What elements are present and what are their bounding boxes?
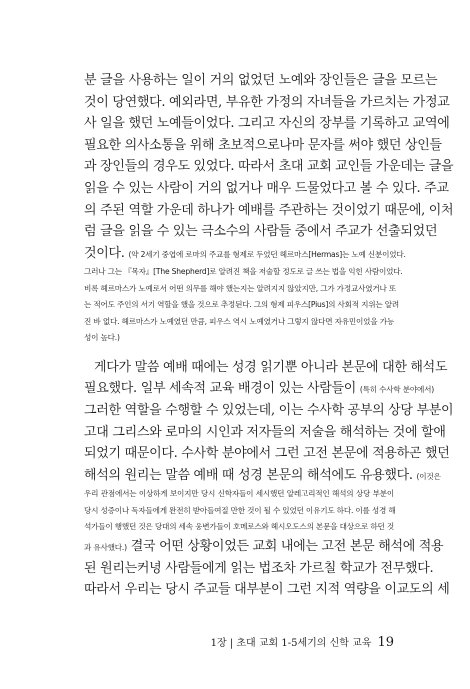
note-line: 비록 헤르마스가 노예로서 어떤 의무를 해야 했는지는 알려지지 않았지만, 그가 가정교사였거나 또 bbox=[84, 283, 396, 293]
text-line: 의 주된 역할 가운데 하나가 예배를 주관하는 것이었기 때문에, 이처 bbox=[84, 202, 454, 218]
text-line: 그러한 역할을 수행할 수 있었는데, 이는 수사학 공부의 상당 부분이 bbox=[84, 403, 454, 419]
text-line: 분 글을 사용하는 일이 거의 없었던 노예와 장인들은 글을 모르는 bbox=[84, 73, 438, 88]
note-line: 그러나 그는 『목자』[The Shepherd]로 알려진 책을 저술할 정도로 글 쓰는 법을 익힌 사람이었다. bbox=[84, 267, 403, 277]
text-line: 럼 글을 읽을 수 있는 극소수의 사람들 중에서 주교가 선출되었던 bbox=[84, 224, 438, 240]
running-head: 1장 | 초대 교회 1-5세기의 신학 교육 bbox=[210, 638, 372, 649]
note-line: 는 적어도 주인의 서기 역할을 했을 것으로 추정된다. 그의 형제 피우스[Pius]의 사회적 지위는 알려 bbox=[84, 300, 400, 310]
note-line: 우리 관점에서는 이상하게 보이지만 당시 신학자들이 세시했던 알레고리적인 해석의 상당 부분이 bbox=[84, 489, 394, 499]
text-line: 읽을 수 있는 사람이 거의 없거나 매우 드물었다고 볼 수 있다. 주교 bbox=[84, 180, 449, 196]
text-line: 과 장인들의 경우도 있었다. 따라서 초대 교회 교인들 가운데는 글을 bbox=[84, 159, 454, 175]
text-line-with-note bbox=[84, 378, 435, 400]
text-line: 된 원리는커녕 사람들에게 읽는 법조차 가르칠 학교가 전무했다. bbox=[84, 560, 434, 576]
body-text: 결국 어떤 상황이었든 교회 내에는 고전 본문 해석에 적용 bbox=[130, 538, 444, 554]
text-line: 따라서 우리는 당시 주교들 대부분이 그런 지적 역량을 이교도의 세 bbox=[84, 582, 450, 598]
text-line: 고대 그리스와 로마의 시인과 저자들의 저술을 해석하는 것에 할애 bbox=[84, 424, 446, 440]
page-body bbox=[84, 70, 454, 601]
text-line: 사 일을 했던 노예들이었다. 그리고 자신의 장부를 기록하고 교역에 bbox=[84, 116, 450, 132]
text-line-with-note bbox=[84, 243, 406, 265]
note-line: 석가들이 행했던 것은 당대의 세속 웅변가들이 호메로스와 헤시오도스의 본문을 대상으로 하던 것 bbox=[84, 522, 394, 532]
text-line-with-note bbox=[84, 536, 444, 558]
body-text: 해석의 원리는 말씀 예배 때 성경 본문의 해석에도 유용했다. bbox=[84, 467, 413, 483]
inline-note: (특히 수사학 분야에서) bbox=[359, 385, 435, 395]
text-line: 필요한 의사소통을 위해 초보적으로나마 문자를 써야 했던 상인들 bbox=[84, 137, 442, 153]
inline-note: 과 유사했다.) bbox=[84, 542, 127, 552]
note-line: 진 바 없다. 헤르마스가 노예였던 만큼, 피우스 역시 노예였거나 그렇지 않다면 자유민이었을 가능 bbox=[84, 316, 394, 326]
inline-note: (이것은 bbox=[416, 471, 441, 481]
body-text: 것이다. bbox=[84, 245, 125, 261]
text-line: 되었기 때문이다. 수사학 분야에서 그런 고전 본문에 적용하곤 했던 bbox=[84, 446, 450, 462]
note-line: 성이 높다.) bbox=[84, 333, 120, 343]
paragraph-gap bbox=[84, 347, 394, 357]
text-line: 것이 당연했다. 예외라면, 부유한 가정의 자녀들을 가르치는 가정교 bbox=[84, 94, 450, 110]
text-line: 게다가 말씀 예배 때에는 성경 읽기뿐 아니라 본문에 대한 해석도 bbox=[94, 359, 448, 375]
inline-note: (약 2세기 중엽에 로마의 주교를 형제로 두었던 헤르마스[Hermas]는 노예 신분이었다. bbox=[128, 249, 406, 259]
page-footer bbox=[84, 634, 394, 650]
note-line: 당시 성증이나 독자들에게 완전히 받아들여질 만한 것이 될 수 있었던 이유기도 하다. 이를 성경 해 bbox=[84, 505, 396, 515]
text-line-with-note bbox=[84, 465, 441, 487]
page-number: 19 bbox=[377, 635, 394, 650]
body-text: 필요했다. 일부 세속적 교육 배경이 있는 사람들이 bbox=[84, 381, 356, 397]
